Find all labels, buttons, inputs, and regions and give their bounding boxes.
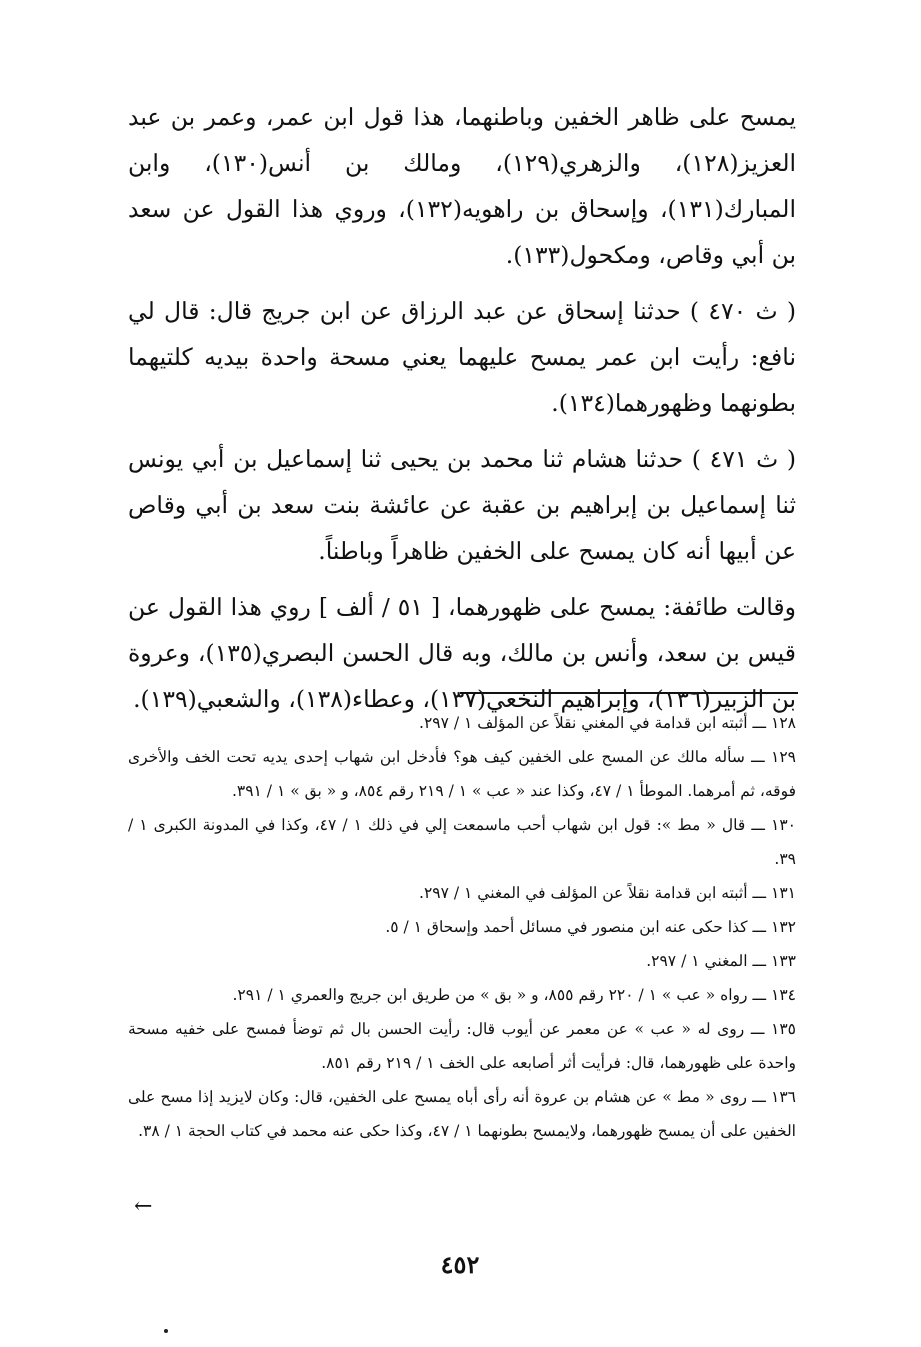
footnote-129: ١٢٩ ـــ سأله مالك عن المسح على الخفين كيف هو؟ فأدخل ابن شهاب إحدى يديه تحت الخف والأخرى فوقه، ثم أمرهما. الموطأ ١ / ٤٧، وكذا عند « عب » ١ / ٢١٩ رقم ٨٥٤، و « بق » ١ / ٣٩١. — [128, 748, 796, 800]
footnote-132: ١٣٢ ـــ كذا حكى عنه ابن منصور في مسائل أحمد وإسحاق ١ / ٥. — [385, 918, 796, 936]
paragraph-3: ( ث ٤٧١ ) حدثنا هشام ثنا محمد بن يحيى ثنا إسماعيل بن أبي يونس ثنا إسماعيل بن إبراهيم بن عقبة عن عائشة بنت سعد بن أبي وقاص عن أبيها أنه كان يمسح على الخفين ظاهراً وباطناً. — [128, 445, 796, 565]
footnote-136: ١٣٦ ـــ روى « مط » عن هشام بن عروة أنه رأى أباه يمسح على الخفين، قال: وكان لايزيد إذا مسح على الخفين على أن يمسح ظهورهما، ولايمسح بطونهما ١ / ٤٧، وكذا حكى عنه محمد في كتاب الحجة ١ / ٣٨. — [128, 1088, 796, 1140]
footnote-134: ١٣٤ ـــ رواه « عب » ١ / ٢٢٠ رقم ٨٥٥، و « بق » من طريق ابن جريج والعمري ١ / ٢٩١. — [232, 986, 796, 1004]
footnote-130: ١٣٠ ـــ قال « مط »: قول ابن شهاب أحب ماسمعت إلي في ذلك ١ / ٤٧، وكذا في المدونة الكبرى ١ / ٣٩. — [128, 816, 796, 868]
footnote-133: ١٣٣ ـــ المغني ١ / ٢٩٧. — [646, 952, 796, 970]
paragraph-2: ( ث ٤٧٠ ) حدثنا إسحاق عن عبد الرزاق عن ابن جريج قال: قال لي نافع: رأيت ابن عمر يمسح عليهما يعني مسحة واحدة بيديه كلتيهما بطونهما وظهورهما(١٣٤). — [128, 297, 796, 417]
continuation-arrow-icon: ← — [134, 1194, 153, 1219]
paragraph-1: يمسح على ظاهر الخفين وباطنهما، هذا قول ابن عمر، وعمر بن عبد العزيز(١٢٨)، والزهري(١٢٩)، ومالك بن أنس(١٣٠)، وابن المبارك(١٣١)، وإسحاق بن راهويه(١٣٢)، وروي هذا القول عن سعد بن أبي وقاص، ومكحول(١٣٣). — [128, 103, 797, 269]
stray-dot — [164, 1329, 168, 1333]
footnotes — [128, 706, 796, 1148]
footnote-128: ١٢٨ ـــ أثبته ابن قدامة في المغني نقلاً عن المؤلف ١ / ٢٩٧. — [419, 714, 796, 732]
main-text — [128, 94, 796, 732]
page-number: ٤٥٢ — [440, 1250, 480, 1279]
footnote-divider — [460, 692, 798, 694]
paragraph-4: وقالت طائفة: يمسح على ظهورهما، [ ٥١ / ألف ] روي هذا القول عن قيس بن سعد، وأنس بن مالك، وبه قال الحسن البصري(١٣٥)، وعروة بن الزبير(١٣٦)، وإبراهيم النخعي(١٣٧)، وعطاء(١٣٨)، والشعبي(١٣٩). — [128, 593, 796, 713]
footnote-131: ١٣١ ـــ أثبته ابن قدامة نقلاً عن المؤلف في المغني ١ / ٢٩٧. — [419, 884, 796, 902]
footnote-135: ١٣٥ ـــ روى له « عب » عن معمر عن أيوب قال: رأيت الحسن بال ثم توضأ فمسح على خفيه مسحة واحدة على ظهورهما، قال: فرأيت أثر أصابعه على الخف ١ / ٢١٩ رقم ٨٥١. — [128, 1020, 796, 1072]
